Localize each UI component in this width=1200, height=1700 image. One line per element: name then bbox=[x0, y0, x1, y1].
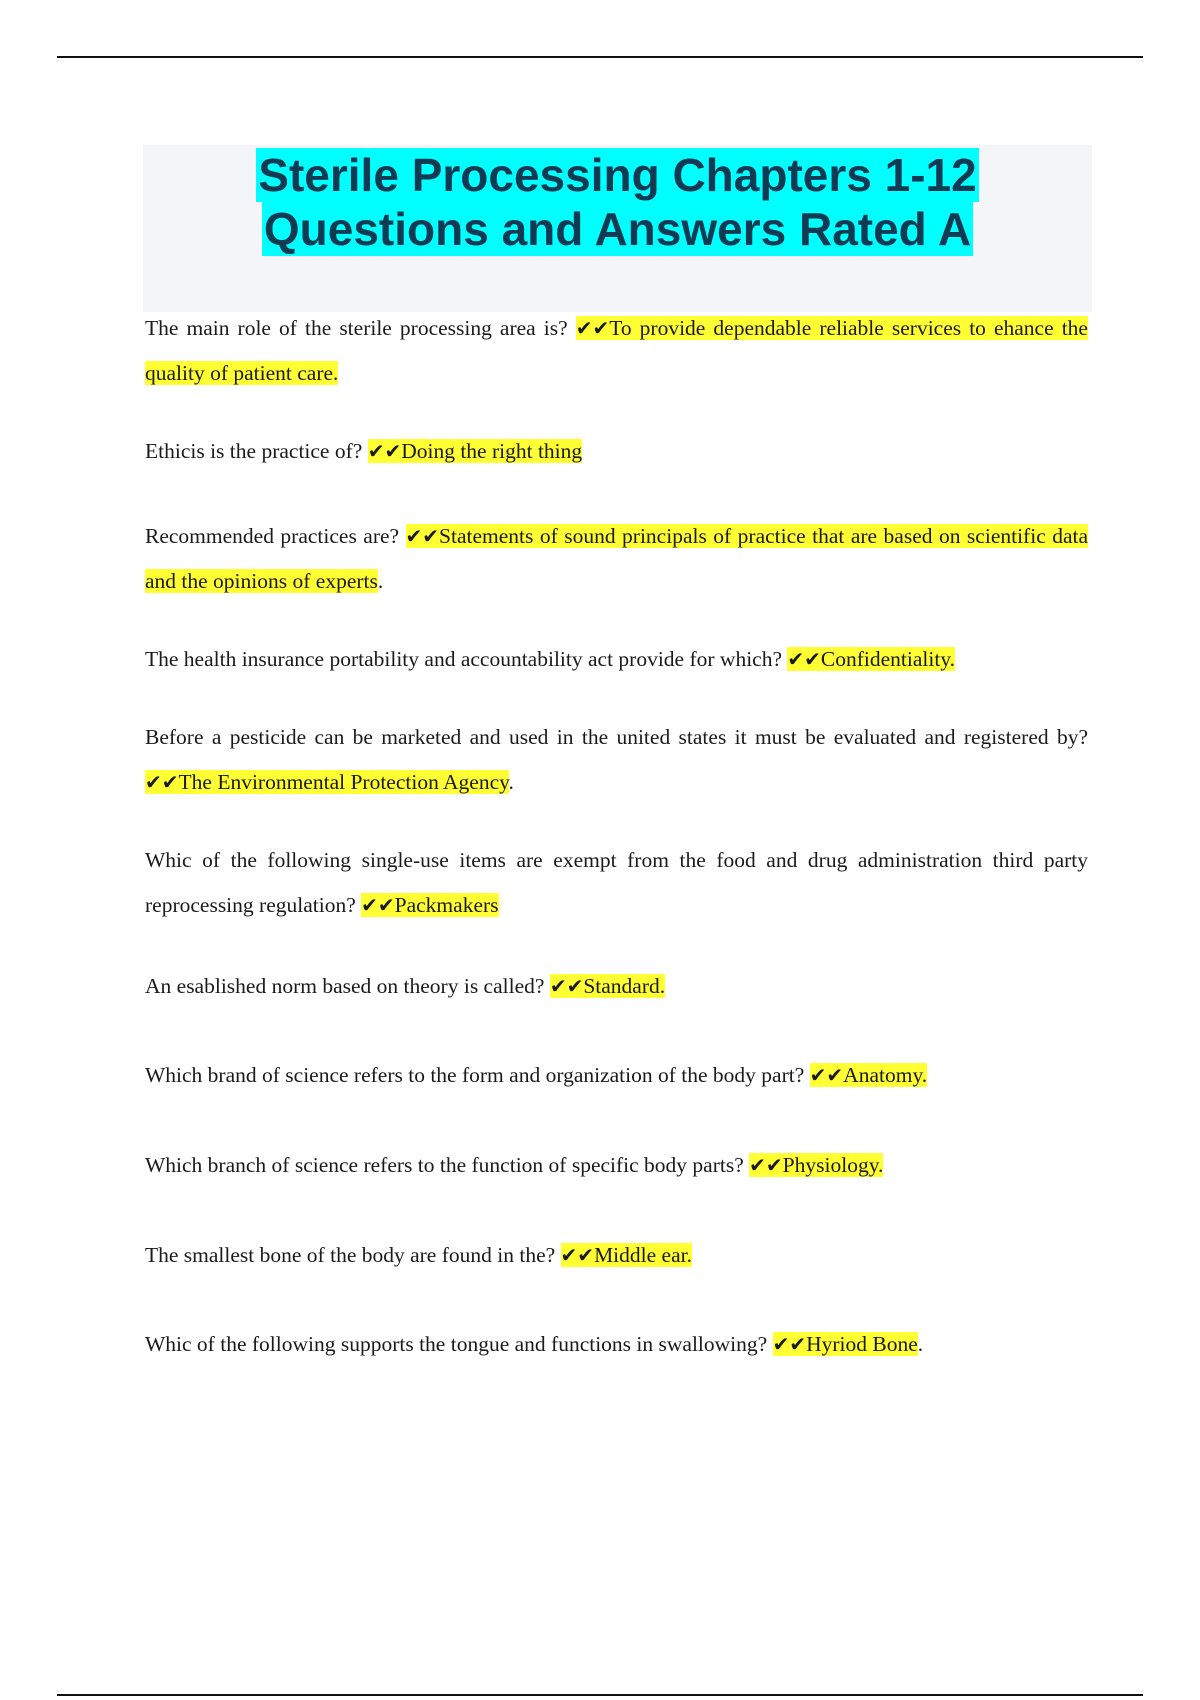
check-mark-icon: ✔✔ bbox=[575, 316, 610, 340]
answer-text: Physiology. bbox=[782, 1153, 884, 1177]
question-text: Which branch of science refers to the function of specific body parts? bbox=[145, 1153, 750, 1177]
qa-item bbox=[145, 429, 1088, 474]
qa-item bbox=[145, 1143, 1088, 1188]
answer-highlight bbox=[810, 1063, 928, 1087]
check-mark-icon: ✔✔ bbox=[367, 439, 402, 463]
answer-highlight bbox=[749, 1153, 883, 1177]
answer-text: Standard. bbox=[583, 974, 666, 998]
answer-tail: . bbox=[377, 569, 384, 593]
question-text: The main role of the sterile processing area is? bbox=[145, 316, 576, 340]
qa-list bbox=[145, 306, 1088, 1367]
answer-highlight bbox=[145, 770, 509, 794]
question-text: Before a pesticide can be marketed and used in the united states it must be evaluated and registered by? bbox=[145, 725, 1088, 749]
qa-item bbox=[145, 1322, 1088, 1367]
qa-item bbox=[145, 306, 1088, 396]
question-text: Which brand of science refers to the form and organization of the body part? bbox=[145, 1063, 810, 1087]
check-mark-icon: ✔✔ bbox=[405, 524, 440, 548]
answer-highlight bbox=[550, 974, 665, 998]
answer-tail: . bbox=[508, 770, 514, 794]
question-text: The smallest bone of the body are found in the? bbox=[145, 1243, 561, 1267]
qa-item bbox=[145, 715, 1088, 805]
answer-text: Anatomy. bbox=[843, 1063, 928, 1087]
check-mark-icon: ✔✔ bbox=[772, 1332, 807, 1356]
qa-item bbox=[145, 514, 1088, 604]
qa-item bbox=[145, 1233, 1088, 1278]
qa-item bbox=[145, 637, 1088, 682]
bottom-rule bbox=[57, 1694, 1143, 1696]
question-text: Recommended practices are? bbox=[145, 524, 406, 548]
top-rule bbox=[57, 56, 1143, 58]
answer-text: Doing the right thing bbox=[401, 439, 583, 463]
answer-text: Hyriod Bone bbox=[806, 1332, 918, 1356]
answer-text: To provide dependable reliable services to ehance the quality of patient care. bbox=[145, 316, 1088, 385]
title-block bbox=[143, 145, 1092, 312]
check-mark-icon: ✔✔ bbox=[549, 974, 584, 998]
qa-item bbox=[145, 964, 1088, 1009]
check-mark-icon: ✔✔ bbox=[749, 1153, 783, 1177]
question-text: Whic of the following supports the tongue and functions in swallowing? bbox=[145, 1332, 773, 1356]
question-text: Ethicis is the practice of? bbox=[145, 439, 368, 463]
question-text: Whic of the following single-use items are exempt from the food and drug administration third party reprocessing regulation? bbox=[145, 848, 1088, 917]
answer-highlight bbox=[368, 439, 582, 463]
title-line-2: Questions and Answers Rated A bbox=[263, 203, 972, 255]
answer-highlight bbox=[361, 893, 498, 917]
check-mark-icon: ✔✔ bbox=[361, 893, 395, 917]
question-text: The health insurance portability and accountability act provide for which? bbox=[145, 647, 788, 671]
document-title bbox=[256, 148, 978, 256]
question-text: An esablished norm based on theory is called? bbox=[145, 974, 550, 998]
check-mark-icon: ✔✔ bbox=[809, 1063, 844, 1087]
answer-highlight bbox=[561, 1243, 692, 1267]
answer-text: The Environmental Protection Agency bbox=[178, 770, 509, 794]
qa-item bbox=[145, 1053, 1088, 1098]
check-mark-icon: ✔✔ bbox=[560, 1243, 595, 1267]
answer-highlight bbox=[787, 647, 955, 671]
answer-text: Packmakers bbox=[394, 893, 499, 917]
answer-highlight bbox=[773, 1332, 918, 1356]
answer-tail: . bbox=[917, 1332, 924, 1356]
answer-text: Statements of sound principals of practice that are based on scientific data and the opinions of experts bbox=[145, 524, 1089, 593]
answer-text: Confidentiality. bbox=[820, 647, 956, 671]
qa-item bbox=[145, 838, 1088, 928]
title-line-1: Sterile Processing Chapters 1-12 bbox=[258, 149, 977, 201]
check-mark-icon: ✔✔ bbox=[145, 770, 179, 794]
check-mark-icon: ✔✔ bbox=[787, 647, 821, 671]
answer-text: Middle ear. bbox=[594, 1243, 692, 1267]
